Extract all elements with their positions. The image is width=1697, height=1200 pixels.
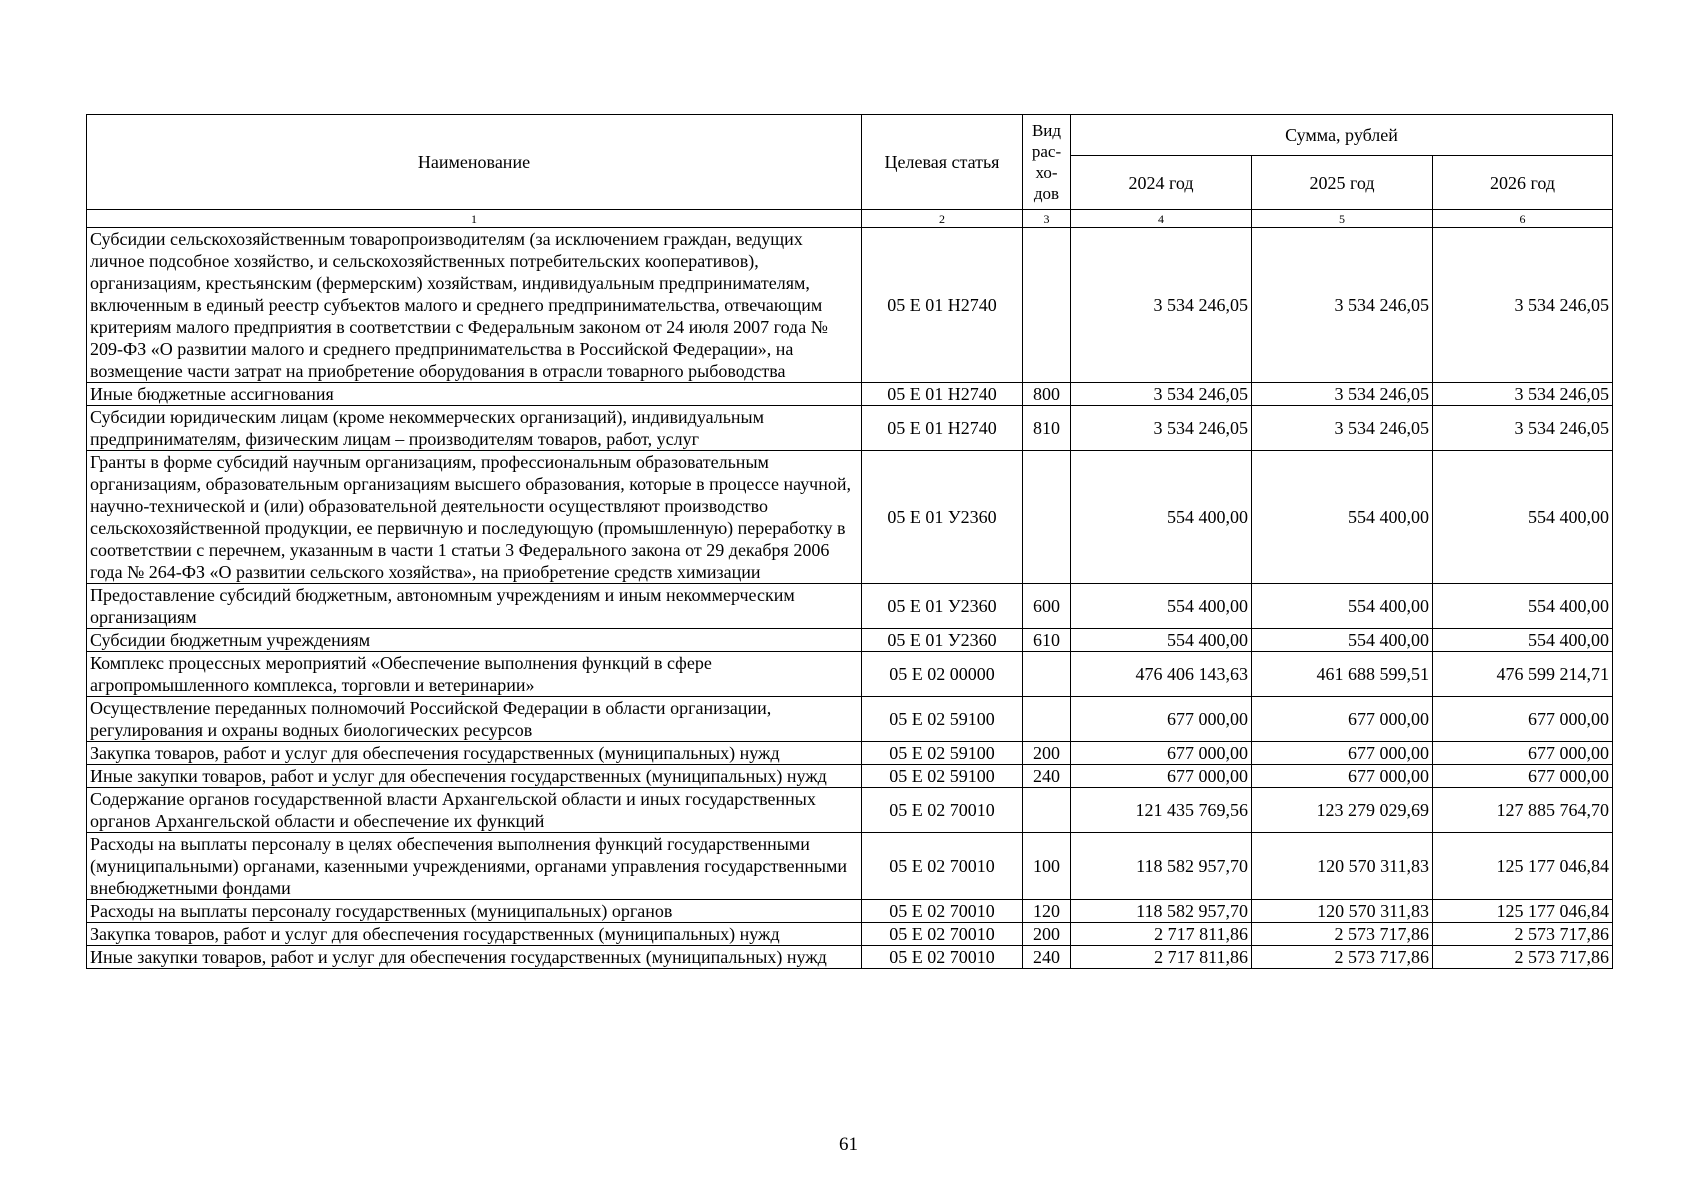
cell-expense-type: [1023, 697, 1071, 742]
cell-name: Субсидии бюджетным учреждениям: [87, 629, 862, 652]
column-number: 6: [1433, 210, 1613, 228]
cell-sum-2026: 554 400,00: [1433, 451, 1613, 584]
cell-sum-2025: 3 534 246,05: [1252, 406, 1433, 451]
cell-target-article: 05 Е 01 У2360: [862, 451, 1023, 584]
cell-name: Закупка товаров, работ и услуг для обеспечения государственных (муниципальных) нужд: [87, 923, 862, 946]
table-row: [87, 946, 1613, 969]
cell-sum-2026: 2 573 717,86: [1433, 946, 1613, 969]
cell-sum-2024: 554 400,00: [1071, 584, 1252, 629]
cell-sum-2024: 121 435 769,56: [1071, 788, 1252, 833]
column-number: 4: [1071, 210, 1252, 228]
cell-sum-2026: 125 177 046,84: [1433, 833, 1613, 900]
table-row: [87, 451, 1613, 584]
cell-sum-2026: 677 000,00: [1433, 697, 1613, 742]
cell-name: Расходы на выплаты персоналу государственных (муниципальных) органов: [87, 900, 862, 923]
table-row: [87, 697, 1613, 742]
cell-sum-2025: 3 534 246,05: [1252, 228, 1433, 383]
cell-sum-2025: 3 534 246,05: [1252, 383, 1433, 406]
table-row: [87, 788, 1613, 833]
table-row: [87, 742, 1613, 765]
cell-target-article: 05 Е 01 У2360: [862, 584, 1023, 629]
cell-expense-type: 810: [1023, 406, 1071, 451]
cell-sum-2026: 677 000,00: [1433, 765, 1613, 788]
cell-sum-2026: 127 885 764,70: [1433, 788, 1613, 833]
table-row: [87, 923, 1613, 946]
cell-expense-type: [1023, 228, 1071, 383]
cell-expense-type: 200: [1023, 742, 1071, 765]
cell-name: Субсидии юридическим лицам (кроме некоммерческих организаций), индивидуальным предпринимателям, физическим лицам – производителям товаров, работ, услуг: [87, 406, 862, 451]
table-row: [87, 833, 1613, 900]
cell-expense-type: [1023, 451, 1071, 584]
cell-sum-2025: 677 000,00: [1252, 765, 1433, 788]
column-number: 1: [87, 210, 862, 228]
table-row: [87, 765, 1613, 788]
cell-name: Иные закупки товаров, работ и услуг для обеспечения государственных (муниципальных) нужд: [87, 946, 862, 969]
cell-sum-2025: 120 570 311,83: [1252, 900, 1433, 923]
cell-target-article: 05 Е 02 70010: [862, 788, 1023, 833]
cell-name: Иные бюджетные ассигнования: [87, 383, 862, 406]
cell-target-article: 05 Е 01 Н2740: [862, 406, 1023, 451]
header-sum-group: Сумма, рублей: [1071, 115, 1613, 156]
cell-target-article: 05 Е 02 59100: [862, 742, 1023, 765]
cell-expense-type: 600: [1023, 584, 1071, 629]
cell-name: Содержание органов государственной власти Архангельской области и иных государственных органов Архангельской области и обеспечение их функций: [87, 788, 862, 833]
cell-sum-2024: 476 406 143,63: [1071, 652, 1252, 697]
cell-sum-2025: 2 573 717,86: [1252, 923, 1433, 946]
cell-sum-2025: 123 279 029,69: [1252, 788, 1433, 833]
cell-sum-2025: 677 000,00: [1252, 742, 1433, 765]
cell-sum-2024: 3 534 246,05: [1071, 406, 1252, 451]
cell-sum-2024: 118 582 957,70: [1071, 900, 1252, 923]
cell-expense-type: 610: [1023, 629, 1071, 652]
budget-table: [86, 114, 1613, 969]
header-year-2025: 2025 год: [1252, 156, 1433, 210]
cell-sum-2024: 118 582 957,70: [1071, 833, 1252, 900]
cell-target-article: 05 Е 02 70010: [862, 946, 1023, 969]
cell-sum-2026: 677 000,00: [1433, 742, 1613, 765]
column-number: 5: [1252, 210, 1433, 228]
cell-name: Иные закупки товаров, работ и услуг для обеспечения государственных (муниципальных) нужд: [87, 765, 862, 788]
page-number: 61: [839, 1134, 858, 1155]
cell-sum-2025: 554 400,00: [1252, 584, 1433, 629]
header-name: Наименование: [87, 115, 862, 210]
table-row: [87, 406, 1613, 451]
cell-sum-2024: 677 000,00: [1071, 742, 1252, 765]
cell-sum-2024: 2 717 811,86: [1071, 923, 1252, 946]
cell-sum-2024: 3 534 246,05: [1071, 228, 1252, 383]
cell-target-article: 05 Е 02 00000: [862, 652, 1023, 697]
cell-sum-2025: 554 400,00: [1252, 451, 1433, 584]
table-row: [87, 629, 1613, 652]
cell-sum-2026: 3 534 246,05: [1433, 383, 1613, 406]
cell-expense-type: 200: [1023, 923, 1071, 946]
table-body: [87, 228, 1613, 969]
cell-sum-2024: 2 717 811,86: [1071, 946, 1252, 969]
cell-sum-2025: 461 688 599,51: [1252, 652, 1433, 697]
cell-sum-2026: 3 534 246,05: [1433, 406, 1613, 451]
cell-sum-2026: 554 400,00: [1433, 584, 1613, 629]
cell-sum-2025: 554 400,00: [1252, 629, 1433, 652]
table-row: [87, 900, 1613, 923]
cell-sum-2025: 677 000,00: [1252, 697, 1433, 742]
header-expense-type: Вид рас-хо-дов: [1023, 115, 1071, 210]
column-number: 2: [862, 210, 1023, 228]
cell-target-article: 05 Е 02 70010: [862, 923, 1023, 946]
cell-name: Субсидии сельскохозяйственным товаропроизводителям (за исключением граждан, ведущих личное подсобное хозяйство, и сельскохозяйственных потребительских кооперативов), организациям, крестьянским (фермерским) хозяйствам, индивидуальным предпринимателям, включенным в единый реестр субъектов малого и среднего предпринимательства, отвечающим критериям малого предприятия в соответствии с Федеральным законом от 24 июля 2007 года № 209-ФЗ «О развитии малого и среднего предпринимательства в Российской Федерации», на возмещение части затрат на приобретение оборудования в отрасли товарного рыбоводства: [87, 228, 862, 383]
table-header: [87, 115, 1613, 228]
header-target-article: Целевая статья: [862, 115, 1023, 210]
cell-sum-2026: 3 534 246,05: [1433, 228, 1613, 383]
cell-expense-type: 120: [1023, 900, 1071, 923]
cell-name: Комплекс процессных мероприятий «Обеспечение выполнения функций в сфере агропромышленного комплекса, торговли и ветеринарии»: [87, 652, 862, 697]
table-row: [87, 584, 1613, 629]
cell-expense-type: [1023, 652, 1071, 697]
cell-expense-type: 800: [1023, 383, 1071, 406]
cell-sum-2026: 476 599 214,71: [1433, 652, 1613, 697]
cell-name: Расходы на выплаты персоналу в целях обеспечения выполнения функций государственными (муниципальными) органами, казенными учреждениями, органами управления государственными внебюджетными фондами: [87, 833, 862, 900]
cell-sum-2026: 554 400,00: [1433, 629, 1613, 652]
table-row: [87, 383, 1613, 406]
cell-sum-2024: 677 000,00: [1071, 765, 1252, 788]
column-number: 3: [1023, 210, 1071, 228]
cell-sum-2026: 2 573 717,86: [1433, 923, 1613, 946]
cell-sum-2024: 554 400,00: [1071, 629, 1252, 652]
cell-target-article: 05 Е 02 59100: [862, 697, 1023, 742]
cell-sum-2025: 2 573 717,86: [1252, 946, 1433, 969]
cell-sum-2024: 677 000,00: [1071, 697, 1252, 742]
cell-name: Закупка товаров, работ и услуг для обеспечения государственных (муниципальных) нужд: [87, 742, 862, 765]
cell-expense-type: 100: [1023, 833, 1071, 900]
cell-target-article: 05 Е 02 59100: [862, 765, 1023, 788]
cell-sum-2025: 120 570 311,83: [1252, 833, 1433, 900]
header-year-2026: 2026 год: [1433, 156, 1613, 210]
cell-expense-type: 240: [1023, 765, 1071, 788]
cell-target-article: 05 Е 02 70010: [862, 833, 1023, 900]
cell-sum-2024: 3 534 246,05: [1071, 383, 1252, 406]
cell-target-article: 05 Е 01 Н2740: [862, 228, 1023, 383]
table-row: [87, 652, 1613, 697]
cell-expense-type: [1023, 788, 1071, 833]
table-row: [87, 228, 1613, 383]
cell-name: Предоставление субсидий бюджетным, автономным учреждениям и иным некоммерческим организациям: [87, 584, 862, 629]
cell-name: Гранты в форме субсидий научным организациям, профессиональным образовательным организациям, образовательным организациям высшего образования, которые в процессе научной, научно-технической и (или) образовательной деятельности осуществляют производство сельскохозяйственной продукции, ее первичную и последующую (промышленную) переработку в соответствии с перечнем, указанным в части 1 статьи 3 Федерального закона от 29 декабря 2006 года № 264-ФЗ «О развитии сельского хозяйства», на приобретение средств химизации: [87, 451, 862, 584]
cell-sum-2026: 125 177 046,84: [1433, 900, 1613, 923]
cell-name: Осуществление переданных полномочий Российской Федерации в области организации, регулирования и охраны водных биологических ресурсов: [87, 697, 862, 742]
header-year-2024: 2024 год: [1071, 156, 1252, 210]
cell-expense-type: 240: [1023, 946, 1071, 969]
cell-target-article: 05 Е 01 Н2740: [862, 383, 1023, 406]
cell-sum-2024: 554 400,00: [1071, 451, 1252, 584]
cell-target-article: 05 Е 01 У2360: [862, 629, 1023, 652]
column-number-row: [87, 210, 1613, 228]
cell-target-article: 05 Е 02 70010: [862, 900, 1023, 923]
